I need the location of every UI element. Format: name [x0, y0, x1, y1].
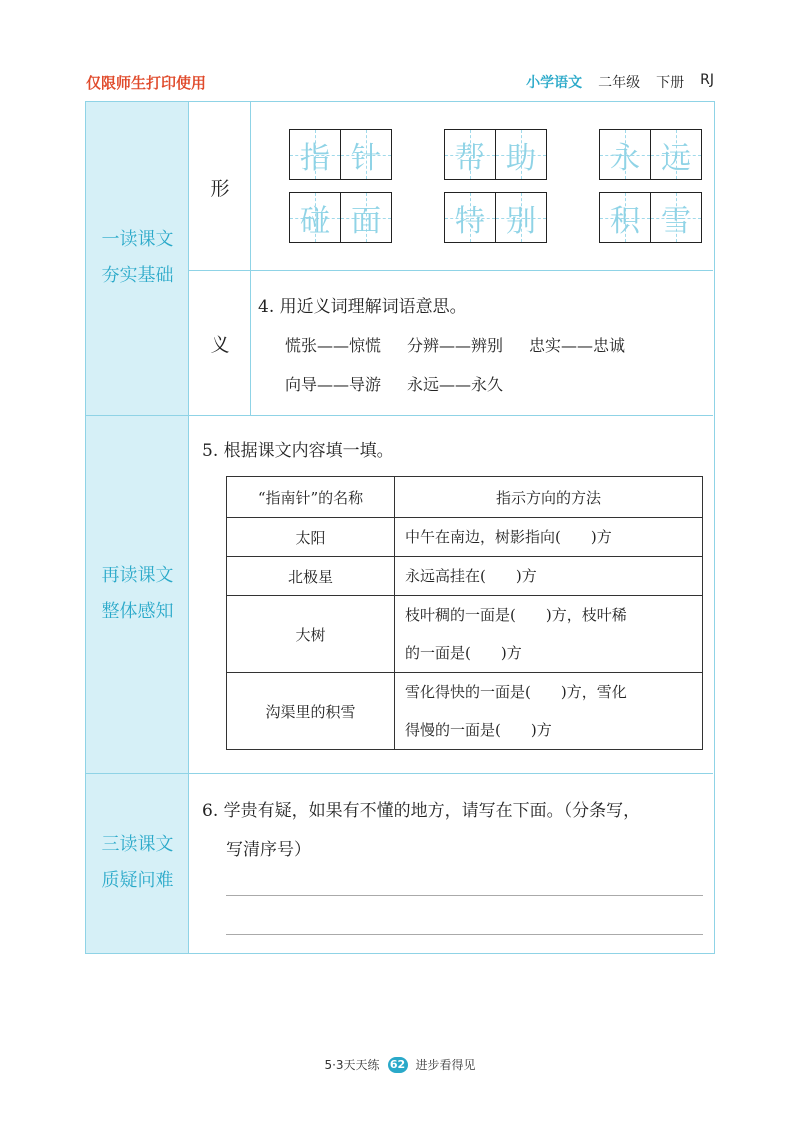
char-cell: 雪: [651, 193, 701, 242]
compass-method-table: [226, 476, 703, 750]
volume-label: 下册: [656, 75, 685, 91]
page-number-badge: 62: [388, 1057, 408, 1073]
char-cell: 碰: [290, 193, 341, 242]
table-row: [227, 518, 703, 557]
column-divider: [250, 102, 251, 415]
question-5-title: 5. 根据课文内容填一填。: [202, 441, 394, 461]
synonym-pair: 慌张——惊慌: [285, 336, 382, 355]
char-cell: 特: [445, 193, 496, 242]
char-cell: 远: [651, 130, 701, 179]
char-cell: 面: [341, 193, 391, 242]
answer-line[interactable]: [226, 895, 703, 896]
char-box-pair: [599, 192, 702, 243]
compass-name: 太阳: [227, 518, 395, 557]
char-box-pair: [444, 192, 547, 243]
section-1-line1: 一读课文: [101, 229, 174, 250]
edition-label: RJ: [700, 72, 714, 88]
char-cell: 积: [600, 193, 651, 242]
question-4-title: 4. 用近义词理解词语意思。: [258, 297, 467, 317]
table-header-row: [227, 477, 703, 518]
table-row: [227, 557, 703, 596]
synonym-row-2: [285, 372, 503, 395]
method-text[interactable]: 永远高挂在( )方: [405, 567, 537, 585]
print-notice: 仅限师生打印使用: [86, 74, 207, 92]
section-3-line1: 三读课文: [101, 834, 174, 855]
row-divider: [189, 270, 713, 271]
char-cell: 永: [600, 130, 651, 179]
char-cell: 别: [496, 193, 546, 242]
meaning-label: 义: [210, 334, 230, 356]
method-cell: [395, 518, 703, 557]
method-cell: [395, 596, 703, 673]
section-1-line2: 夯实基础: [101, 265, 174, 286]
page-footer: [0, 1056, 800, 1073]
section-label-3: [86, 827, 189, 899]
method-cell: [395, 673, 703, 750]
char-cell: 指: [290, 130, 341, 179]
grade-label: 二年级: [598, 75, 641, 91]
method-text[interactable]: 得慢的一面是( )方: [405, 721, 552, 739]
synonym-pair: 向导——导游: [285, 375, 382, 394]
char-box-pair: [444, 129, 547, 180]
compass-name: 大树: [227, 596, 395, 673]
column-header-method: 指示方向的方法: [395, 477, 703, 518]
char-cell: 帮: [445, 130, 496, 179]
table-row: [227, 673, 703, 750]
method-text[interactable]: 雪化得快的一面是( )方，雪化: [405, 683, 627, 701]
char-box-pair: [289, 129, 392, 180]
answer-line[interactable]: [226, 934, 703, 935]
column-header-name: “指南针”的名称: [227, 477, 395, 518]
method-text[interactable]: 的一面是( )方: [405, 644, 522, 662]
synonym-pair: 永远——永久: [407, 375, 504, 394]
question-6-line2: 写清序号）: [226, 840, 311, 860]
char-cell: 针: [341, 130, 391, 179]
footer-brand: 5·3天天练: [324, 1058, 380, 1072]
table-row: [227, 596, 703, 673]
form-label: 形: [210, 178, 230, 200]
compass-name: 沟渠里的积雪: [227, 673, 395, 750]
section-divider: [86, 415, 713, 416]
question-6-line1: 6. 学贵有疑，如果有不懂的地方，请写在下面。（分条写，: [202, 801, 641, 821]
method-cell: [395, 557, 703, 596]
footer-slogan: 进步看得见: [415, 1058, 476, 1072]
synonym-pair: 忠实——忠诚: [529, 336, 626, 355]
char-box-pair: [599, 129, 702, 180]
char-cell: 助: [496, 130, 546, 179]
synonym-row-1: [285, 333, 625, 356]
section-2-line2: 整体感知: [101, 601, 174, 622]
method-text[interactable]: 枝叶稠的一面是( )方，枝叶稀: [405, 606, 627, 624]
method-text[interactable]: 中午在南边，树影指向( )方: [405, 528, 612, 546]
section-label-2: [86, 558, 189, 630]
section-3-line2: 质疑问难: [101, 870, 174, 891]
section-label-1: [86, 222, 189, 294]
synonym-pair: 分辨——辨别: [407, 336, 504, 355]
subject-label: 小学语文: [526, 75, 583, 91]
compass-name: 北极星: [227, 557, 395, 596]
char-box-pair: [289, 192, 392, 243]
book-info: [526, 72, 714, 92]
section-2-line1: 再读课文: [101, 565, 174, 586]
section-divider: [86, 773, 713, 774]
